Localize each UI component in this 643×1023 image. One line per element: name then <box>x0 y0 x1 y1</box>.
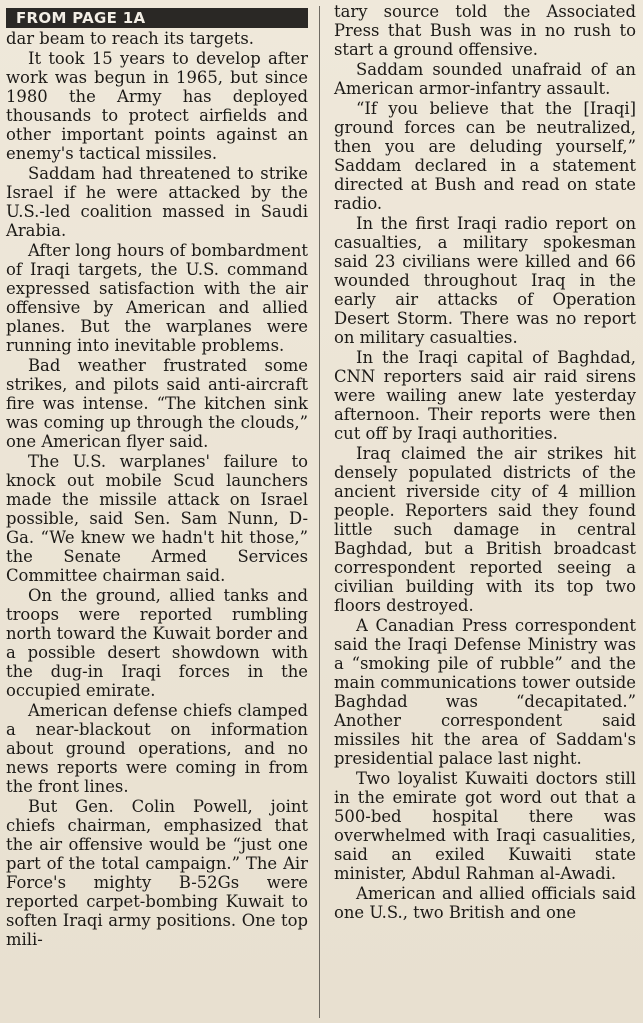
paragraph: It took 15 years to develop after work was begun in 1965, but since 1980 the Army has deployed thousands to protect airfields and other important points against an enemy's tactical missiles. <box>6 49 308 163</box>
column-divider <box>319 6 320 1018</box>
paragraph: A Canadian Press correspondent said the Iraqi Defense Ministry was a “smoking pile of rubble” and the main communications tower outside Baghdad was “decapitated.” Another correspondent said missiles hit the area of Saddam's presidential palace last night. <box>334 616 636 768</box>
paragraph: tary source told the Associated Press that Bush was in no rush to start a ground offensive. <box>334 2 636 59</box>
paragraph: The U.S. warplanes' failure to knock out mobile Scud launchers made the missile attack on Israel possible, said Sen. Sam Nunn, D-Ga. “We knew we hadn't hit those,” the Senate Armed Services Committee chairman said. <box>6 452 308 585</box>
paragraph: Iraq claimed the air strikes hit densely populated districts of the ancient riverside city of 4 million people. Reporters said they found little such damage in central Baghdad, but a British broadcast correspondent reported seeing a civilian building with its top two floors destroyed. <box>334 444 636 615</box>
paragraph: But Gen. Colin Powell, joint chiefs chairman, emphasized that the air offensive would be “just one part of the total campaign.” The Air Force's mighty B-52Gs were reported carpet-bombing Kuwait to soften Iraqi army positions. One top mili- <box>6 797 308 949</box>
paragraph: On the ground, allied tanks and troops were reported rumbling north toward the Kuwait border and a possible desert showdown with the dug-in Iraqi forces in the occupied emirate. <box>6 586 308 700</box>
paragraph: dar beam to reach its targets. <box>6 29 254 48</box>
paragraph: In the Iraqi capital of Baghdad, CNN reporters said air raid sirens were wailing anew late yesterday afternoon. Their reports were then cut off by Iraqi authorities. <box>334 348 636 443</box>
paragraph: In the first Iraqi radio report on casualties, a military spokesman said 23 civilians were killed and 66 wounded throughout Iraq in the early air attacks of Operation Desert Storm. There was no report on military casualties. <box>334 214 636 347</box>
paragraph: American defense chiefs clamped a near-blackout on information about ground operations, and no news reports were coming in from the front lines. <box>6 701 308 796</box>
paragraph: Saddam had threatened to strike Israel if he were attacked by the U.S.-led coalition massed in Saudi Arabia. <box>6 164 308 240</box>
paragraph: After long hours of bombardment of Iraqi targets, the U.S. command expressed satisfaction with the air offensive by American and allied planes. But the warplanes were running into inevitable problems. <box>6 241 308 355</box>
from-page-header: FROM PAGE 1A <box>6 8 308 28</box>
paragraph: American and allied officials said one U.S., two British and one <box>334 884 636 922</box>
right-column <box>334 2 636 923</box>
paragraph: Bad weather frustrated some strikes, and pilots said anti-aircraft fire was intense. “The kitchen sink was coming up through the clouds,” one American flyer said. <box>6 356 308 451</box>
paragraph: Saddam sounded unafraid of an American armor-infantry assault. <box>334 60 636 98</box>
paragraph: Two loyalist Kuwaiti doctors still in the emirate got word out that a 500-bed hospital there was overwhelmed with Iraqi casualities, said an exiled Kuwaiti state minister, Abdul Rahman al-Awadi. <box>334 769 636 883</box>
paragraph: “If you believe that the [Iraqi] ground forces can be neutralized, then you are deluding yourself,” Saddam declared in a statement directed at Bush and read on state radio. <box>334 99 636 213</box>
left-column <box>6 8 308 950</box>
